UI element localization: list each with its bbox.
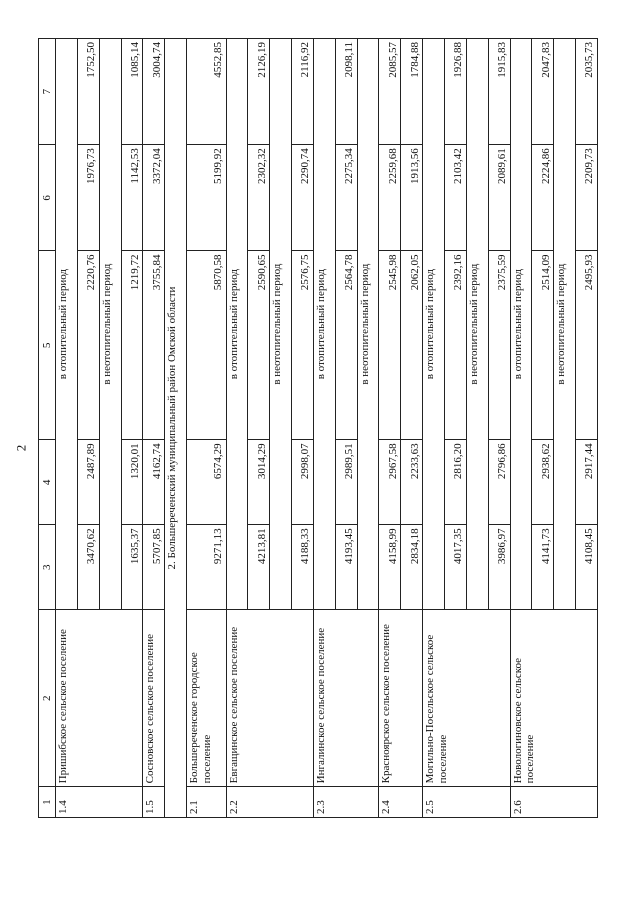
table-row bbox=[56, 39, 78, 818]
value-cell: 1142,53 bbox=[121, 145, 143, 251]
value-cell: 2834,18 bbox=[401, 525, 423, 610]
value-cell: 4162,74 bbox=[143, 440, 165, 525]
value-cell: 4213,81 bbox=[248, 525, 270, 610]
value-cell: 1913,56 bbox=[401, 145, 423, 251]
value-cell: 2098,11 bbox=[335, 39, 357, 145]
value-cell: 1085,14 bbox=[121, 39, 143, 145]
value-cell: 1752,50 bbox=[77, 39, 99, 145]
section-title: 2. Большереченский муниципальный район Омской области bbox=[165, 39, 187, 818]
period-label: в отопительный период bbox=[56, 39, 78, 610]
value-cell: 2275,34 bbox=[335, 145, 357, 251]
period-label: в неотопительный период bbox=[270, 39, 292, 610]
value-cell: 2590,65 bbox=[248, 251, 270, 440]
period-label: в неотопительный период bbox=[466, 39, 488, 610]
table-row bbox=[226, 39, 248, 818]
settlement-name: Сосновское сельское поселение bbox=[143, 610, 165, 787]
table-row bbox=[510, 39, 532, 818]
value-cell: 1784,88 bbox=[401, 39, 423, 145]
value-cell: 2085,57 bbox=[379, 39, 401, 145]
row-number: 2.2 bbox=[226, 787, 313, 818]
value-cell: 2917,44 bbox=[576, 440, 598, 525]
table-row bbox=[423, 39, 445, 818]
row-number: 2.6 bbox=[510, 787, 597, 818]
col-header: 2 bbox=[39, 610, 56, 787]
value-cell: 2126,19 bbox=[248, 39, 270, 145]
value-cell: 2233,63 bbox=[401, 440, 423, 525]
value-cell: 4141,73 bbox=[532, 525, 554, 610]
period-label: в отопительный период bbox=[313, 39, 335, 610]
value-cell: 2224,86 bbox=[532, 145, 554, 251]
value-cell: 2998,07 bbox=[292, 440, 314, 525]
row-number: 2.4 bbox=[379, 787, 423, 818]
value-cell: 2116,92 bbox=[292, 39, 314, 145]
value-cell: 2375,59 bbox=[488, 251, 510, 440]
period-label: в отопительный период bbox=[226, 39, 248, 610]
settlement-name: Ингалинское сельское поселение bbox=[313, 610, 379, 787]
settlement-name: Большереченское городское поселение bbox=[187, 610, 227, 787]
value-cell: 2259,68 bbox=[379, 145, 401, 251]
value-cell: 4158,99 bbox=[379, 525, 401, 610]
period-label: в отопительный период bbox=[510, 39, 532, 610]
col-header: 1 bbox=[39, 787, 56, 818]
rotated-table-container bbox=[38, 38, 598, 818]
row-number: 2.5 bbox=[423, 787, 510, 818]
value-cell: 2103,42 bbox=[445, 145, 467, 251]
value-cell: 1219,72 bbox=[121, 251, 143, 440]
table-row bbox=[187, 39, 227, 818]
header-row bbox=[39, 39, 56, 818]
value-cell: 1915,83 bbox=[488, 39, 510, 145]
value-cell: 2514,09 bbox=[532, 251, 554, 440]
value-cell: 4552,85 bbox=[187, 39, 227, 145]
value-cell: 2487,89 bbox=[77, 440, 99, 525]
value-cell: 2035,73 bbox=[576, 39, 598, 145]
settlement-name: Пришибское сельское поселение bbox=[56, 610, 143, 787]
row-number: 2.1 bbox=[187, 787, 227, 818]
row-number: 1.4 bbox=[56, 787, 143, 818]
value-cell: 2967,58 bbox=[379, 440, 401, 525]
value-cell: 1635,37 bbox=[121, 525, 143, 610]
value-cell: 2796,86 bbox=[488, 440, 510, 525]
tariff-table bbox=[38, 38, 598, 818]
value-cell: 5707,85 bbox=[143, 525, 165, 610]
value-cell: 2816,20 bbox=[445, 440, 467, 525]
value-cell: 2495,93 bbox=[576, 251, 598, 440]
value-cell: 2302,32 bbox=[248, 145, 270, 251]
value-cell: 4108,45 bbox=[576, 525, 598, 610]
value-cell: 2089,61 bbox=[488, 145, 510, 251]
value-cell: 2938,62 bbox=[532, 440, 554, 525]
value-cell: 5870,58 bbox=[187, 251, 227, 440]
value-cell: 3755,84 bbox=[143, 251, 165, 440]
value-cell: 4193,45 bbox=[335, 525, 357, 610]
value-cell: 2564,78 bbox=[335, 251, 357, 440]
col-header: 3 bbox=[39, 525, 56, 610]
value-cell: 3372,04 bbox=[143, 145, 165, 251]
period-label: в неотопительный период bbox=[357, 39, 379, 610]
value-cell: 1926,88 bbox=[445, 39, 467, 145]
value-cell: 9271,13 bbox=[187, 525, 227, 610]
settlement-name: Новологиновское сельское поселение bbox=[510, 610, 597, 787]
settlement-name: Евгащинское сельское поселение bbox=[226, 610, 313, 787]
page-number: 2 bbox=[13, 444, 29, 452]
value-cell: 3004,74 bbox=[143, 39, 165, 145]
value-cell: 4188,33 bbox=[292, 525, 314, 610]
value-cell: 6574,29 bbox=[187, 440, 227, 525]
value-cell: 1320,01 bbox=[121, 440, 143, 525]
row-number: 2.3 bbox=[313, 787, 379, 818]
value-cell: 2989,51 bbox=[335, 440, 357, 525]
col-header: 5 bbox=[39, 251, 56, 440]
value-cell: 2576,75 bbox=[292, 251, 314, 440]
period-label: в неотопительный период bbox=[554, 39, 576, 610]
value-cell: 5199,92 bbox=[187, 145, 227, 251]
period-label: в неотопительный период bbox=[99, 39, 121, 610]
value-cell: 2545,98 bbox=[379, 251, 401, 440]
table-row bbox=[143, 39, 165, 818]
value-cell: 2062,05 bbox=[401, 251, 423, 440]
col-header: 6 bbox=[39, 145, 56, 251]
value-cell: 2290,74 bbox=[292, 145, 314, 251]
value-cell: 2220,76 bbox=[77, 251, 99, 440]
value-cell: 3470,62 bbox=[77, 525, 99, 610]
period-label: в отопительный период bbox=[423, 39, 445, 610]
value-cell: 3014,29 bbox=[248, 440, 270, 525]
table-row bbox=[379, 39, 401, 818]
value-cell: 3986,97 bbox=[488, 525, 510, 610]
value-cell: 4017,35 bbox=[445, 525, 467, 610]
value-cell: 2209,73 bbox=[576, 145, 598, 251]
value-cell: 2047,83 bbox=[532, 39, 554, 145]
section-row bbox=[165, 39, 187, 818]
settlement-name: Могильно-Посельское сельское поселение bbox=[423, 610, 510, 787]
settlement-name: Красноярское сельское поселение bbox=[379, 610, 423, 787]
col-header: 4 bbox=[39, 440, 56, 525]
table-row bbox=[313, 39, 335, 818]
value-cell: 2392,16 bbox=[445, 251, 467, 440]
row-number: 1.5 bbox=[143, 787, 165, 818]
col-header: 7 bbox=[39, 39, 56, 145]
value-cell: 1976,73 bbox=[77, 145, 99, 251]
